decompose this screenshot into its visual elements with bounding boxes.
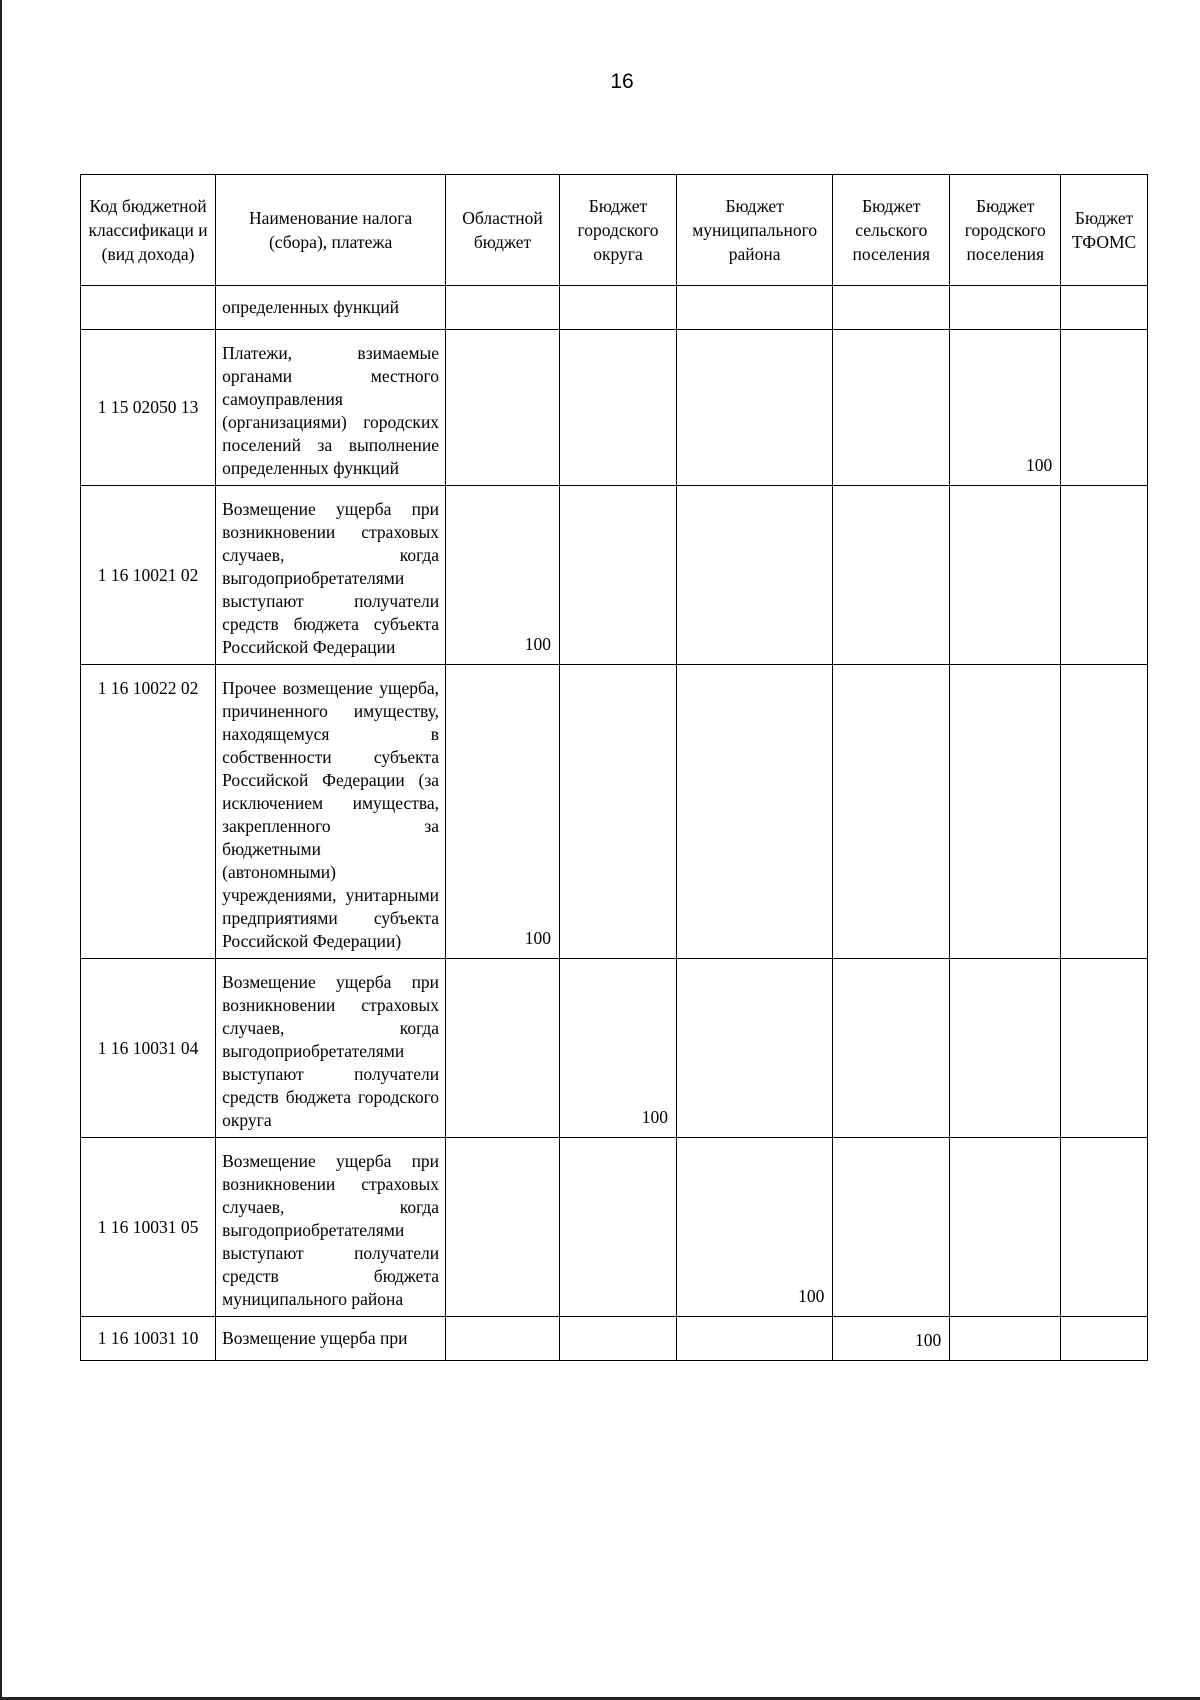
row-rural-settlement (833, 959, 950, 1138)
table-row (81, 330, 1148, 486)
row-tfoms (1061, 1317, 1148, 1361)
page-number: 16 (610, 70, 634, 93)
row-urban-settlement (950, 286, 1061, 330)
row-municipal-district: 100 (677, 1138, 833, 1317)
row-name: Возмещение ущерба при возникновении страховых случаев, когда выгодоприобретателями выступают получатели средств бюджета муниципального района (216, 1138, 446, 1317)
table-row (81, 959, 1148, 1138)
table-row (81, 1138, 1148, 1317)
row-code: 1 16 10031 10 (81, 1317, 216, 1361)
row-name: Возмещение ущерба при (216, 1317, 446, 1361)
row-regional (446, 330, 560, 486)
row-rural-settlement: 100 (833, 1317, 950, 1361)
row-tfoms (1061, 959, 1148, 1138)
table-row (81, 286, 1148, 330)
scan-left-edge (0, 0, 2, 1700)
row-name: Возмещение ущерба при возникновении страховых случаев, когда выгодоприобретателями выступают получатели средств бюджета субъекта Российской Федерации (216, 486, 446, 665)
row-tfoms (1061, 330, 1148, 486)
row-code: 1 15 02050 13 (81, 330, 216, 486)
row-urban-settlement (950, 1317, 1061, 1361)
row-urban-settlement (950, 959, 1061, 1138)
row-regional: 100 (446, 665, 560, 959)
row-regional (446, 1138, 560, 1317)
row-municipal-district (677, 665, 833, 959)
row-city-district (560, 665, 677, 959)
row-tfoms (1061, 286, 1148, 330)
header-tfoms: Бюджет ТФОМС (1061, 175, 1148, 286)
row-code: 1 16 10031 05 (81, 1138, 216, 1317)
row-city-district (560, 1138, 677, 1317)
row-rural-settlement (833, 665, 950, 959)
row-regional: 100 (446, 486, 560, 665)
row-urban-settlement: 100 (950, 330, 1061, 486)
row-code (81, 286, 216, 330)
row-urban-settlement (950, 486, 1061, 665)
row-municipal-district (677, 286, 833, 330)
row-name: определенных функций (216, 286, 446, 330)
row-name: Платежи, взимаемые органами местного самоуправления (организациями) городских поселений за выполнение определенных функций (216, 330, 446, 486)
row-city-district: 100 (560, 959, 677, 1138)
header-rural-settlement: Бюджет сельского поселения (833, 175, 950, 286)
row-city-district (560, 1317, 677, 1361)
row-urban-settlement (950, 1138, 1061, 1317)
row-urban-settlement (950, 665, 1061, 959)
table-header-row (81, 175, 1148, 286)
header-regional: Областной бюджет (446, 175, 560, 286)
row-city-district (560, 286, 677, 330)
header-municipal-district: Бюджет муниципального района (677, 175, 833, 286)
row-rural-settlement (833, 286, 950, 330)
row-municipal-district (677, 330, 833, 486)
header-code: Код бюджетной классификаци и (вид дохода) (81, 175, 216, 286)
row-name: Возмещение ущерба при возникновении страховых случаев, когда выгодоприобретателями выступают получатели средств бюджета городского округа (216, 959, 446, 1138)
table-row (81, 665, 1148, 959)
header-name: Наименование налога (сбора), платежа (216, 175, 446, 286)
row-code: 1 16 10021 02 (81, 486, 216, 665)
row-tfoms (1061, 1138, 1148, 1317)
row-regional (446, 1317, 560, 1361)
row-code: 1 16 10031 04 (81, 959, 216, 1138)
row-name: Прочее возмещение ущерба, причиненного имуществу, находящемуся в собственности субъекта Российской Федерации (за исключением имущества, закрепленного за бюджетными (автономными) учреждениями, унитарными предприятиями субъекта Российской Федерации) (216, 665, 446, 959)
row-municipal-district (677, 959, 833, 1138)
table-row (81, 1317, 1148, 1361)
row-tfoms (1061, 486, 1148, 665)
row-regional (446, 286, 560, 330)
budget-distribution-table (80, 174, 1148, 1361)
table-row (81, 486, 1148, 665)
row-municipal-district (677, 486, 833, 665)
header-urban-settlement: Бюджет городского поселения (950, 175, 1061, 286)
row-municipal-district (677, 1317, 833, 1361)
row-rural-settlement (833, 330, 950, 486)
row-city-district (560, 486, 677, 665)
row-code: 1 16 10022 02 (81, 665, 216, 959)
row-city-district (560, 330, 677, 486)
header-city-district: Бюджет городского округа (560, 175, 677, 286)
row-tfoms (1061, 665, 1148, 959)
row-rural-settlement (833, 486, 950, 665)
row-rural-settlement (833, 1138, 950, 1317)
row-regional (446, 959, 560, 1138)
